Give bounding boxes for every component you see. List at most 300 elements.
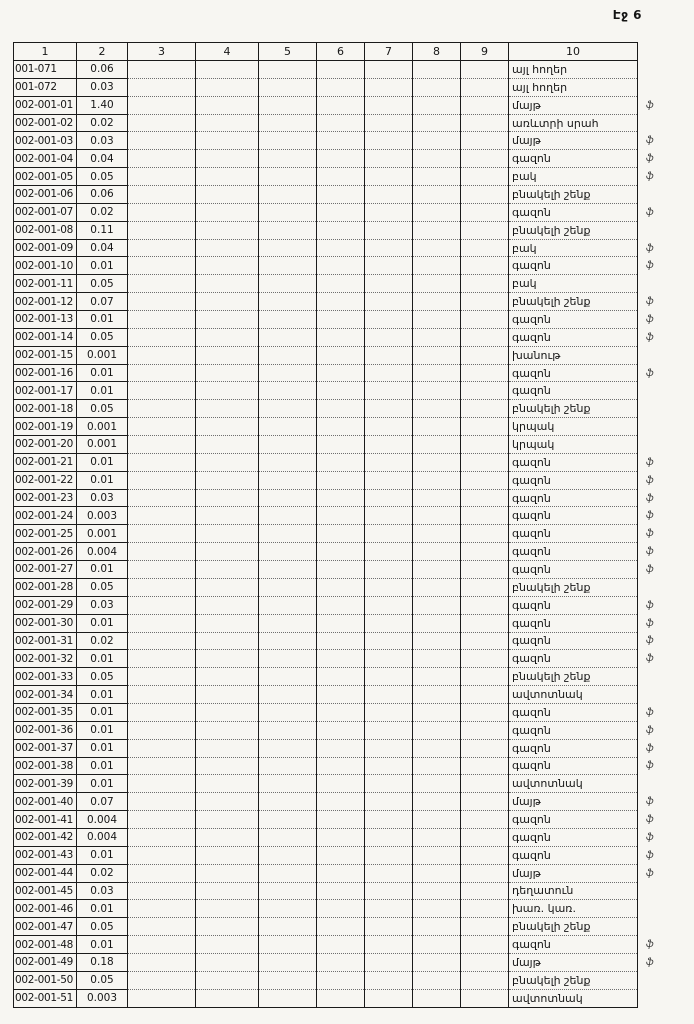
cell-empty [196, 846, 259, 864]
cell-land-use: գազոն [509, 311, 638, 329]
margin-annotation: ֆ [646, 528, 654, 540]
column-header: 6 [317, 43, 365, 61]
cell-empty [259, 489, 317, 507]
table-row [14, 132, 676, 150]
cell-empty [413, 775, 461, 793]
cell-parcel-code: 002-001-50 [14, 971, 77, 989]
cell-empty [196, 596, 259, 614]
margin-annotation: ֆ [646, 367, 654, 379]
cell-empty [461, 311, 509, 329]
cell-land-use: այլ հողեր [509, 78, 638, 96]
cell-empty [259, 96, 317, 114]
cell-empty [259, 221, 317, 239]
cell-empty [196, 239, 259, 257]
cell-empty [365, 936, 413, 954]
cell-area-value: 0.02 [77, 114, 128, 132]
cell-empty [365, 668, 413, 686]
cell-area-value: 0.01 [77, 453, 128, 471]
cell-empty [128, 596, 196, 614]
table-row [14, 721, 676, 739]
cell-land-use: մայթ [509, 96, 638, 114]
cell-area-value: 0.03 [77, 882, 128, 900]
cell-empty [317, 328, 365, 346]
cell-empty [317, 739, 365, 757]
cell-empty [365, 543, 413, 561]
cell-empty [196, 721, 259, 739]
cell-empty [196, 418, 259, 436]
margin-annotation [638, 900, 676, 918]
cell-area-value: 0.01 [77, 382, 128, 400]
cell-empty [365, 650, 413, 668]
cell-empty [259, 78, 317, 96]
cell-empty [196, 400, 259, 418]
table-row [14, 953, 676, 971]
table-row [14, 78, 676, 96]
cell-area-value: 0.06 [77, 186, 128, 204]
cell-empty [317, 257, 365, 275]
cell-empty [259, 114, 317, 132]
cell-empty [317, 721, 365, 739]
table-row [14, 293, 676, 311]
cell-empty [317, 846, 365, 864]
cell-empty [413, 132, 461, 150]
cell-empty [461, 828, 509, 846]
cell-empty [413, 78, 461, 96]
cell-empty [128, 382, 196, 400]
cell-area-value: 0.01 [77, 257, 128, 275]
table-row [14, 507, 676, 525]
table-row [14, 632, 676, 650]
cell-area-value: 0.03 [77, 78, 128, 96]
cell-area-value: 0.02 [77, 203, 128, 221]
cell-empty [413, 668, 461, 686]
margin-annotation [638, 382, 676, 400]
cell-empty [128, 882, 196, 900]
cell-empty [259, 311, 317, 329]
cell-land-use: գազոն [509, 739, 638, 757]
cell-empty [413, 221, 461, 239]
cell-land-use: գազոն [509, 150, 638, 168]
cell-parcel-code: 002-001-39 [14, 775, 77, 793]
cell-parcel-code: 002-001-21 [14, 453, 77, 471]
cell-empty [461, 275, 509, 293]
cell-parcel-code: 002-001-41 [14, 811, 77, 829]
cell-empty [196, 864, 259, 882]
cell-empty [317, 168, 365, 186]
table-row [14, 328, 676, 346]
cell-empty [259, 328, 317, 346]
cell-empty [461, 846, 509, 864]
cell-empty [317, 864, 365, 882]
cell-empty [413, 239, 461, 257]
margin-annotation: ֆ [646, 724, 654, 736]
margin-annotation: ֆ [646, 760, 654, 772]
cell-parcel-code: 002-001-30 [14, 614, 77, 632]
cell-empty [413, 686, 461, 704]
cell-parcel-code: 002-001-06 [14, 186, 77, 204]
cell-empty [128, 632, 196, 650]
cell-empty [365, 400, 413, 418]
cell-land-use: բնակելի շենք [509, 400, 638, 418]
cell-empty [259, 257, 317, 275]
cell-area-value: 0.07 [77, 293, 128, 311]
cell-empty [196, 650, 259, 668]
cell-empty [259, 953, 317, 971]
cell-land-use: խառ. կառ. [509, 900, 638, 918]
cell-land-use: գազոն [509, 596, 638, 614]
margin-annotation [638, 971, 676, 989]
cell-parcel-code: 002-001-15 [14, 346, 77, 364]
cell-empty [461, 668, 509, 686]
cell-empty [365, 775, 413, 793]
cell-area-value: 0.01 [77, 686, 128, 704]
table-row [14, 311, 676, 329]
cell-empty [196, 757, 259, 775]
cell-empty [196, 168, 259, 186]
cell-parcel-code: 002-001-16 [14, 364, 77, 382]
cell-land-use: խանութ [509, 346, 638, 364]
cell-empty [365, 918, 413, 936]
cell-empty [259, 364, 317, 382]
cell-empty [413, 596, 461, 614]
cell-empty [128, 203, 196, 221]
cell-parcel-code: 002-001-51 [14, 989, 77, 1007]
cell-parcel-code: 002-001-18 [14, 400, 77, 418]
cell-empty [317, 989, 365, 1007]
cell-land-use: գազոն [509, 203, 638, 221]
cell-empty [461, 864, 509, 882]
cell-empty [365, 364, 413, 382]
cell-parcel-code: 002-001-04 [14, 150, 77, 168]
table-row [14, 400, 676, 418]
cell-empty [413, 561, 461, 579]
cell-empty [365, 953, 413, 971]
cell-empty [461, 436, 509, 454]
table-row [14, 846, 676, 864]
cell-empty [461, 632, 509, 650]
cell-empty [128, 471, 196, 489]
cell-area-value: 0.001 [77, 436, 128, 454]
cell-empty [365, 293, 413, 311]
cell-empty [128, 757, 196, 775]
cell-empty [259, 293, 317, 311]
data-table [13, 42, 676, 1008]
margin-annotation [638, 989, 676, 1007]
table-row [14, 828, 676, 846]
cell-land-use: բնակելի շենք [509, 578, 638, 596]
cell-parcel-code: 002-001-44 [14, 864, 77, 882]
table-row [14, 203, 676, 221]
cell-area-value: 0.003 [77, 989, 128, 1007]
margin-annotation [638, 578, 676, 596]
cell-empty [196, 918, 259, 936]
cell-empty [259, 400, 317, 418]
cell-empty [128, 150, 196, 168]
table-row [14, 793, 676, 811]
cell-empty [413, 864, 461, 882]
cell-empty [196, 61, 259, 79]
cell-empty [196, 364, 259, 382]
cell-empty [259, 632, 317, 650]
cell-land-use: գազոն [509, 489, 638, 507]
cell-empty [196, 78, 259, 96]
margin-annotation [638, 882, 676, 900]
margin-annotation: ֆ [646, 474, 654, 486]
margin-annotation: ֆ [646, 99, 654, 111]
table-row [14, 382, 676, 400]
cell-empty [128, 971, 196, 989]
cell-land-use: գազոն [509, 382, 638, 400]
cell-empty [317, 453, 365, 471]
cell-parcel-code: 002-001-42 [14, 828, 77, 846]
cell-parcel-code: 002-001-03 [14, 132, 77, 150]
cell-parcel-code: 002-001-05 [14, 168, 77, 186]
cell-empty [317, 596, 365, 614]
cell-parcel-code: 002-001-28 [14, 578, 77, 596]
cell-empty [128, 453, 196, 471]
cell-empty [413, 703, 461, 721]
margin-annotation: ֆ [646, 867, 654, 879]
cell-parcel-code: 002-001-40 [14, 793, 77, 811]
cell-empty [461, 650, 509, 668]
cell-empty [196, 186, 259, 204]
cell-empty [128, 703, 196, 721]
cell-land-use: գազոն [509, 703, 638, 721]
cell-area-value: 0.04 [77, 150, 128, 168]
cell-empty [365, 900, 413, 918]
cell-land-use: բնակելի շենք [509, 293, 638, 311]
cell-empty [317, 96, 365, 114]
cell-parcel-code: 002-001-11 [14, 275, 77, 293]
cell-empty [317, 578, 365, 596]
cell-empty [317, 525, 365, 543]
cell-empty [413, 650, 461, 668]
cell-empty [259, 168, 317, 186]
cell-empty [259, 150, 317, 168]
cell-empty [317, 311, 365, 329]
cell-empty [259, 989, 317, 1007]
cell-land-use: գազոն [509, 453, 638, 471]
cell-empty [128, 989, 196, 1007]
cell-empty [196, 150, 259, 168]
cell-empty [128, 364, 196, 382]
cell-parcel-code: 002-001-23 [14, 489, 77, 507]
column-header: 10 [509, 43, 638, 61]
cell-empty [128, 257, 196, 275]
cell-empty [317, 632, 365, 650]
margin-annotation: ֆ [646, 849, 654, 861]
cell-parcel-code: 002-001-48 [14, 936, 77, 954]
cell-empty [196, 203, 259, 221]
cell-parcel-code: 002-001-32 [14, 650, 77, 668]
cell-empty [461, 221, 509, 239]
cell-empty [128, 846, 196, 864]
cell-empty [461, 543, 509, 561]
cell-land-use: գազոն [509, 811, 638, 829]
cell-land-use: մայթ [509, 132, 638, 150]
margin-annotation: ֆ [646, 492, 654, 504]
margin-annotation: ֆ [646, 260, 654, 272]
cell-empty [259, 936, 317, 954]
cell-area-value: 0.02 [77, 632, 128, 650]
cell-empty [461, 489, 509, 507]
cell-empty [317, 78, 365, 96]
cell-empty [413, 632, 461, 650]
cell-empty [128, 132, 196, 150]
cell-area-value: 0.01 [77, 703, 128, 721]
cell-empty [317, 507, 365, 525]
cell-empty [461, 168, 509, 186]
cell-parcel-code: 002-001-12 [14, 293, 77, 311]
table-row [14, 739, 676, 757]
cell-empty [413, 275, 461, 293]
cell-empty [317, 418, 365, 436]
cell-empty [413, 150, 461, 168]
cell-empty [413, 811, 461, 829]
cell-area-value: 0.01 [77, 614, 128, 632]
cell-empty [317, 61, 365, 79]
table-row [14, 436, 676, 454]
cell-empty [259, 525, 317, 543]
cell-parcel-code: 002-001-22 [14, 471, 77, 489]
margin-annotation: ֆ [646, 939, 654, 951]
cell-empty [196, 382, 259, 400]
cell-empty [413, 900, 461, 918]
table-row [14, 453, 676, 471]
cell-empty [128, 900, 196, 918]
cell-area-value: 0.001 [77, 346, 128, 364]
table-row [14, 668, 676, 686]
cell-land-use: կրպակ [509, 436, 638, 454]
cell-empty [365, 507, 413, 525]
cell-empty [196, 578, 259, 596]
cell-empty [259, 203, 317, 221]
cell-land-use: գազոն [509, 650, 638, 668]
cell-area-value: 0.05 [77, 918, 128, 936]
cell-land-use: գազոն [509, 936, 638, 954]
column-header: 3 [128, 43, 196, 61]
cell-parcel-code: 002-001-02 [14, 114, 77, 132]
cell-parcel-code: 002-001-19 [14, 418, 77, 436]
cell-empty [317, 150, 365, 168]
cell-empty [461, 382, 509, 400]
table-row [14, 596, 676, 614]
cell-land-use: բակ [509, 168, 638, 186]
cell-area-value: 0.03 [77, 132, 128, 150]
cell-empty [196, 507, 259, 525]
cell-empty [461, 882, 509, 900]
cell-empty [461, 186, 509, 204]
table-row [14, 150, 676, 168]
cell-empty [413, 168, 461, 186]
cell-empty [128, 561, 196, 579]
cell-parcel-code: 002-001-49 [14, 953, 77, 971]
cell-empty [196, 632, 259, 650]
cell-empty [365, 614, 413, 632]
cell-empty [196, 257, 259, 275]
column-header: 4 [196, 43, 259, 61]
cell-empty [461, 989, 509, 1007]
margin-annotation: ֆ [646, 296, 654, 308]
cell-empty [413, 453, 461, 471]
cell-empty [317, 489, 365, 507]
cell-parcel-code: 002-001-36 [14, 721, 77, 739]
cell-land-use: բակ [509, 275, 638, 293]
margin-annotation: ֆ [646, 510, 654, 522]
cell-empty [128, 525, 196, 543]
cell-area-value: 0.05 [77, 971, 128, 989]
cell-area-value: 0.02 [77, 864, 128, 882]
margin-annotation [638, 61, 676, 79]
cell-land-use: գազոն [509, 846, 638, 864]
cell-area-value: 0.01 [77, 721, 128, 739]
table-row [14, 989, 676, 1007]
cell-empty [413, 400, 461, 418]
cell-empty [461, 132, 509, 150]
cell-empty [259, 900, 317, 918]
cell-parcel-code: 002-001-09 [14, 239, 77, 257]
margin-annotation [638, 400, 676, 418]
cell-empty [365, 721, 413, 739]
cell-empty [128, 186, 196, 204]
cell-empty [365, 275, 413, 293]
cell-empty [317, 668, 365, 686]
table-row [14, 614, 676, 632]
cell-empty [365, 828, 413, 846]
cell-empty [196, 793, 259, 811]
cell-empty [365, 757, 413, 775]
cell-empty [317, 953, 365, 971]
margin-annotation: ֆ [646, 617, 654, 629]
cell-empty [259, 918, 317, 936]
table-row [14, 168, 676, 186]
cell-empty [196, 453, 259, 471]
column-header: 2 [77, 43, 128, 61]
cell-area-value: 0.05 [77, 328, 128, 346]
column-header: 1 [14, 43, 77, 61]
cell-parcel-code: 002-001-33 [14, 668, 77, 686]
cell-empty [317, 757, 365, 775]
table-row [14, 471, 676, 489]
cell-empty [259, 596, 317, 614]
table-row [14, 418, 676, 436]
cell-empty [461, 686, 509, 704]
cell-area-value: 0.01 [77, 311, 128, 329]
cell-land-use: գազոն [509, 471, 638, 489]
cell-area-value: 0.01 [77, 775, 128, 793]
cell-empty [461, 239, 509, 257]
cell-area-value: 0.05 [77, 168, 128, 186]
cell-empty [259, 846, 317, 864]
cell-empty [317, 793, 365, 811]
cell-empty [128, 78, 196, 96]
cell-empty [128, 239, 196, 257]
cell-empty [259, 864, 317, 882]
cell-empty [317, 971, 365, 989]
cell-empty [128, 61, 196, 79]
cell-empty [413, 793, 461, 811]
cell-empty [128, 828, 196, 846]
cell-empty [128, 114, 196, 132]
cell-empty [317, 203, 365, 221]
cell-empty [128, 436, 196, 454]
cell-empty [196, 114, 259, 132]
cell-empty [365, 203, 413, 221]
cell-empty [196, 561, 259, 579]
cell-empty [259, 721, 317, 739]
cell-empty [317, 936, 365, 954]
table-row [14, 257, 676, 275]
